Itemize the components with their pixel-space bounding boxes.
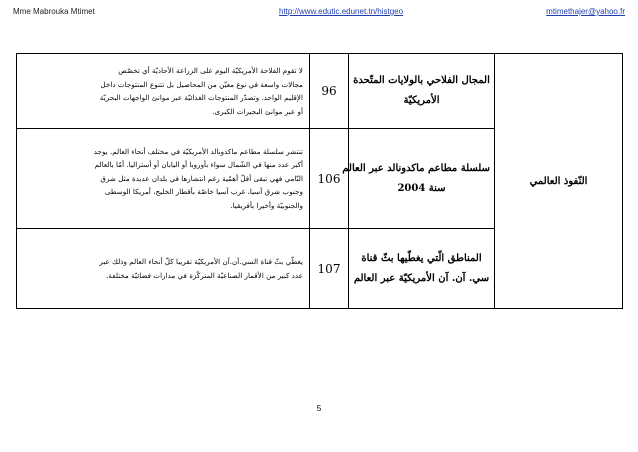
- row-title-line: سي. آن. آن الأمريكيّة عبر العالم: [353, 272, 490, 284]
- row-number: 96: [321, 84, 337, 98]
- row-title-line: سلسلة مطاعم ماكدونالد عبر العالم: [342, 162, 490, 174]
- row-number-cell: [310, 129, 349, 229]
- row-title-cell: [349, 54, 495, 129]
- row-title-line: الأمريكيّة: [403, 95, 440, 106]
- row-number: 107: [317, 261, 341, 276]
- email-link[interactable]: mtimethajer@yahoo.fr: [546, 7, 625, 16]
- description-line: والجنوبيّة وأخيرا بأفريقيا.: [230, 200, 303, 210]
- row-title-cell: [342, 129, 495, 229]
- side-category-cell: [495, 54, 623, 309]
- description-line: مجالات واسعة في نوع معيّن من المحاصيل بل تتنوع المنتوجات داخل: [100, 79, 303, 89]
- page-header: [13, 6, 625, 20]
- row-number-cell: [310, 229, 349, 309]
- description-line: عدد كبير من الأقمار الصناعيّة المتركّزة في مدارات فضائيّة مختلفة.: [106, 270, 303, 280]
- description-line: وجنوب شرق آسيا، غرب آسيا خاصّة بأقطار الخليج، أمريكا الوسطى: [104, 187, 303, 197]
- row-number: 106: [317, 171, 341, 186]
- description-line: الإقليم الواحد. وتصدّر المنتوجات الغذائيّة عبر موانئ الواجهات البحريّة: [99, 93, 303, 102]
- description-line: أو عبر موانئ البحيرات الكبرى.: [212, 106, 303, 116]
- author-name: Mme Mabrouka Mtimet: [13, 7, 95, 16]
- description-line: لا تقوم الفلاحة الأمريكيّة اليوم على الزراعة الأحاديّة أي تخصّص: [118, 66, 303, 75]
- row-description-cell: [17, 54, 310, 129]
- page-number: 5: [316, 404, 322, 413]
- row-number-cell: [310, 54, 349, 129]
- content-table: [16, 53, 623, 309]
- row-description-cell: [17, 129, 310, 229]
- row-title-line: المجال الفلاحي بالولايات المتّحدة: [353, 75, 490, 86]
- description-line: أكبر عدد منها في الشّمال سواء بأوروبا أو اليابان أو أستراليا. أمّا بالعالم: [94, 160, 303, 170]
- description-line: يغطّي بثّ قناة السي.آن.آن الأمريكيّة تقريبا كلّ أنحاء العالم وذلك عبر: [99, 257, 303, 266]
- description-line: تنتشر سلسلة مطاعم ماكدونالد الأمريكيّة في مختلف أنحاء العالم. يوجد: [93, 146, 303, 156]
- side-category-label: النّفوذ العالمي: [529, 175, 588, 187]
- row-title-line: سنة 2004: [397, 182, 446, 194]
- row-title-cell: [349, 229, 495, 309]
- website-link[interactable]: http://www.edutic.edunet.tn/histgeo: [279, 7, 404, 16]
- row-title-line: المناطق الّتي يغطّيها بثّ قناة: [361, 252, 482, 264]
- row-description-cell: [17, 229, 310, 309]
- description-line: النّامي فهي تبقى أقلّ أهمّية رغم انتشارها في بلدان عديدة مثل شرق: [100, 173, 303, 183]
- table-row: [17, 54, 623, 129]
